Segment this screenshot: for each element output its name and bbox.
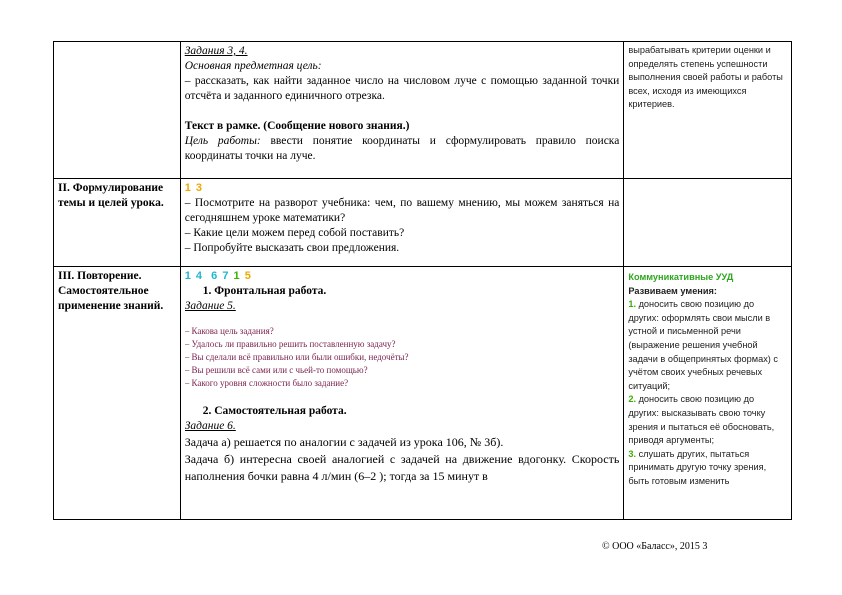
question-item: – Какова цель задания? [184,326,274,336]
uud-item-text: слушать других, пытаться принимать другую точку зрения, быть готовым изменить [628,448,767,486]
tasks-3-4: Задания 3, 4. [184,45,248,57]
content-cell-row1 [180,42,624,179]
stage-cell-2 [54,179,181,267]
lesson-table [53,41,792,520]
work-goal-label: Цель работы: [184,135,261,147]
uud-item [628,298,787,393]
question-item: – Какого уровня сложности было задание? [184,378,349,388]
table-row [54,267,792,520]
frontal-work-title: 1. Фронтальная работа. [202,285,327,297]
task-a: Задача а) решается по аналогии с задачей из урока 106, № 3б). [184,435,504,449]
content-cell-row3 [180,267,624,520]
stage-title: II. Формулирование темы и целей урока. [58,182,164,209]
question-item: – Удалось ли правильно решить поставленную задачу? [184,339,396,349]
pathway-number: 3 [195,182,204,194]
uud-item-text: доносить свою позицию до других: оформлять свои мысли в устной и письменной речи (выражение решения учебной задачи в общепринятых формах) с учётом своих учебных речевых ситуаций; [628,299,779,391]
question-item: – Вы сделали всё правильно или были ошибки, недочёты? [184,352,409,362]
uud-title: Коммуникативные УУД [628,272,734,282]
content-cell-row2 [180,179,624,267]
pathway-number: 6 [211,270,219,282]
copyright-footer: © ООО «Баласс», 2015 3 [602,541,708,552]
prompt-line: – Какие цели можем перед собой поставить? [184,227,405,239]
table-row [54,42,792,179]
prompt-line: – Посмотрите на разворот учебника: чем, по вашему мнению, мы можем заняться на сегодняшнем уроке математики? [184,197,620,224]
pathway-number: 1 [184,270,192,282]
self-work-title: 2. Самостоятельная работа. [202,405,347,417]
pathway-number: 7 [222,270,230,282]
table-row [54,179,792,267]
pathway-number: 1 [184,182,192,194]
pathway-number: 4 [195,270,204,282]
stage-cell-3 [54,267,181,520]
pathway-numbers [185,181,620,196]
uud-item-number: 3. [628,448,637,459]
uud-item-text: доносить свою позицию до других: высказывать свою точку зрения и пытаться её обосновать, приводя аргументы; [628,394,775,446]
task-b: Задача б) интересна своей аналогией с задачей на движение вдогонку. Скорость наполнения бочки равна 4 л/мин (6–2 ); тогда за 15 минут в [184,452,620,483]
pathway-number: 1 [233,270,241,282]
goal-label: Основная предметная цель: [184,60,322,72]
uud-cell-row3 [624,267,792,520]
uud-item [628,393,787,447]
work-goal-text: ввести понятие координаты и сформулировать правило поиска координаты точки на луче. [184,135,620,162]
goal-text: – рассказать, как найти заданное число на числовом луче с помощью заданной точки отсчёта и заданного единичного отрезка. [184,75,620,102]
pathway-number: 5 [244,270,252,282]
criteria-text: вырабатывать критерии оценки и определять степень успешности выполнения своей работы и работы всех, исходя из имеющихся критериев. [628,45,783,110]
task-5: Задание 5. [184,300,236,312]
prompt-line: – Попробуйте высказать свои предложения. [184,242,400,254]
uud-item-number: 1. [628,299,637,310]
task-6: Задание 6. [184,420,236,432]
question-item: – Вы решили всё сами или с чьей-то помощью? [184,365,368,375]
stage-title: III. Повторение. Самостоятельное применение знаний. [58,270,164,312]
uud-intro: Развиваем умения: [628,285,717,296]
frame-title: Текст в рамке. (Сообщение нового знания.) [184,120,410,132]
stage-cell-empty [54,42,181,179]
uud-cell-row2 [624,179,792,267]
uud-cell-row1 [624,42,792,179]
uud-item [628,448,787,489]
uud-item-number: 2. [628,394,637,405]
pathway-numbers [185,269,620,284]
